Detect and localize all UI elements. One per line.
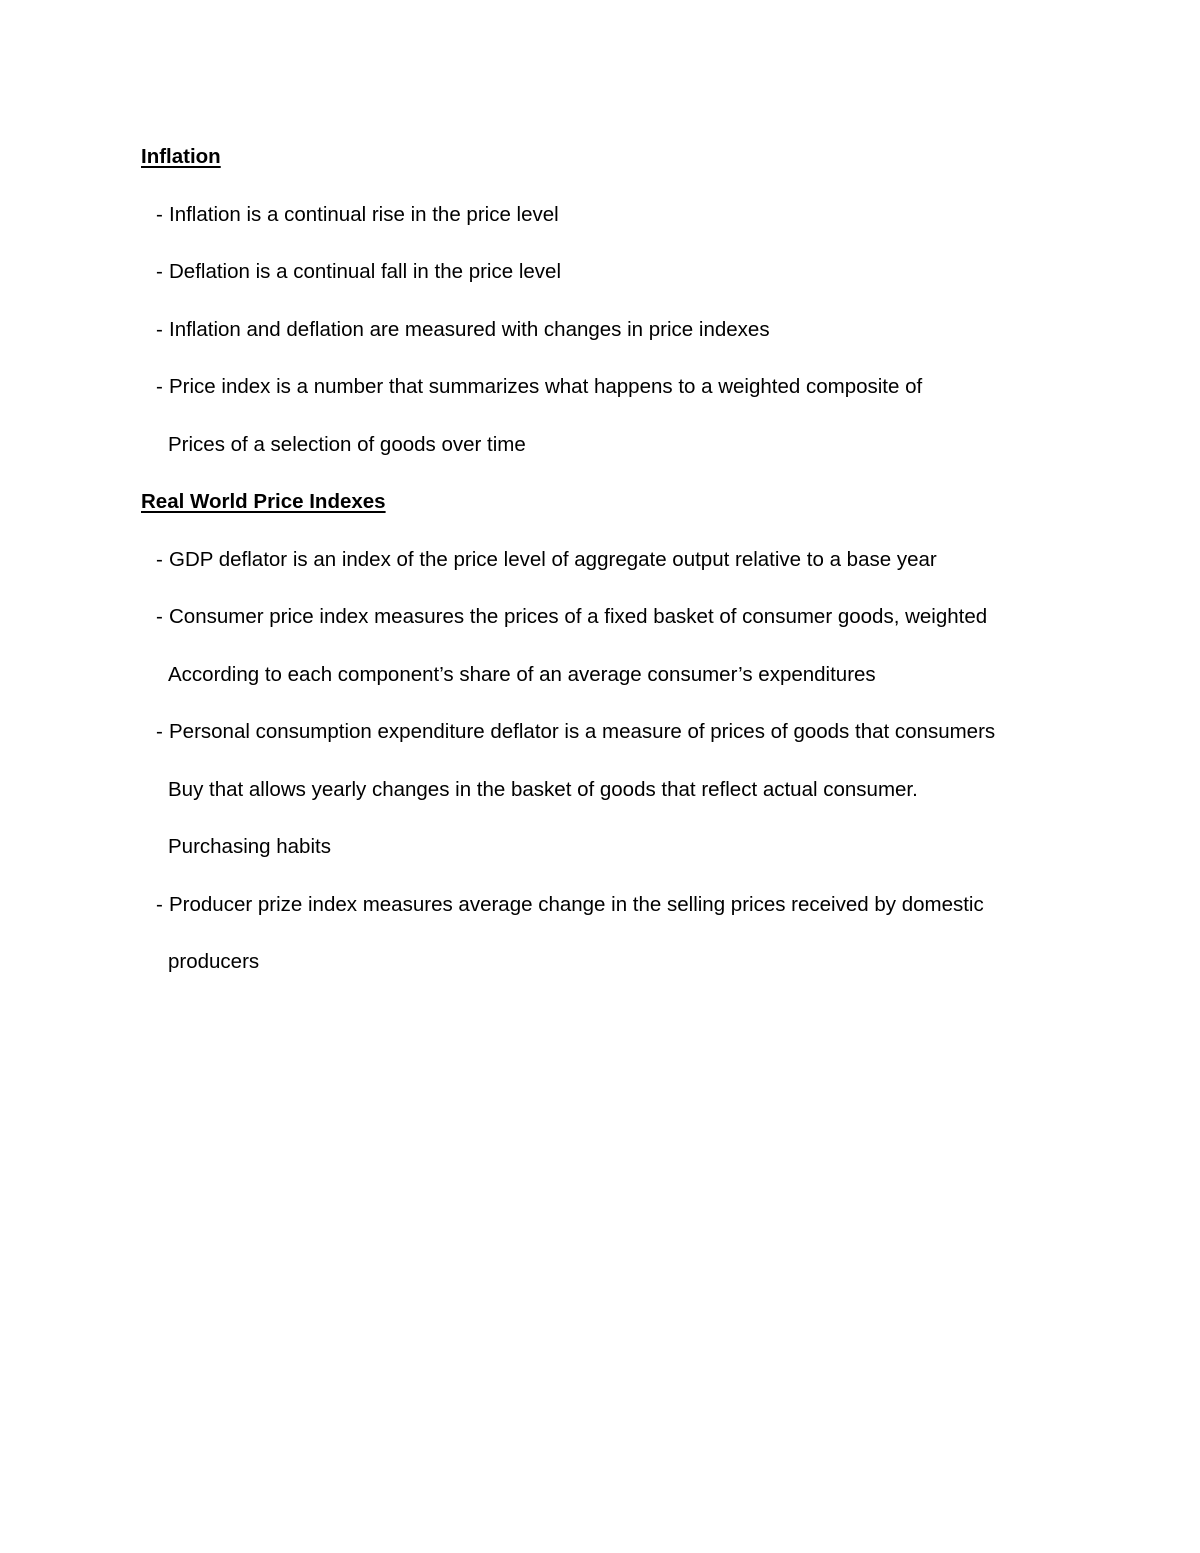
bullet-dash: -	[156, 260, 163, 283]
bullet-item	[141, 312, 1101, 370]
continuation-line	[141, 829, 1101, 887]
bullet-item	[141, 542, 1101, 600]
continuation-text: producers	[168, 950, 260, 973]
continuation-line	[141, 944, 1101, 1002]
section-inflation-heading-row	[141, 139, 1101, 197]
bullet-dash: -	[156, 202, 163, 226]
section-heading: Real World Price Indexes	[141, 490, 386, 513]
bullet-text: Price index is a number that summarizes what happens to a weighted composite of	[169, 375, 923, 398]
bullet-item	[141, 599, 1101, 657]
continuation-line	[141, 427, 1101, 485]
continuation-line	[141, 772, 1101, 830]
bullet-text: Producer prize index measures average change in the selling prices received by domestic	[169, 892, 984, 916]
continuation-text: According to each component’s share of an average consumer’s expenditures	[168, 662, 876, 686]
bullet-dash: -	[156, 605, 163, 628]
bullet-text: Inflation and deflation are measured with changes in price indexes	[169, 317, 770, 341]
bullet-text: GDP deflator is an index of the price level of aggregate output relative to a base year	[169, 547, 937, 571]
document-body	[141, 139, 1101, 1002]
bullet-item	[141, 714, 1101, 772]
bullet-text: Personal consumption expenditure deflator is a measure of prices of goods that consumers	[169, 720, 996, 743]
section-heading: Inflation	[141, 145, 221, 168]
bullet-item	[141, 369, 1101, 427]
bullet-item	[141, 254, 1101, 312]
bullet-item	[141, 197, 1101, 255]
bullet-item	[141, 887, 1101, 945]
continuation-text: Prices of a selection of goods over time	[168, 432, 526, 456]
bullet-text: Deflation is a continual fall in the price level	[169, 260, 561, 283]
bullet-text: Consumer price index measures the prices of a fixed basket of consumer goods, weighted	[169, 605, 988, 628]
bullet-dash: -	[156, 892, 163, 916]
bullet-dash: -	[156, 720, 163, 743]
bullet-text: Inflation is a continual rise in the price level	[169, 202, 559, 226]
bullet-dash: -	[156, 317, 163, 341]
bullet-dash: -	[156, 375, 163, 398]
continuation-text: Purchasing habits	[168, 835, 331, 858]
continuation-text: Buy that allows yearly changes in the basket of goods that reflect actual consumer.	[168, 777, 918, 801]
bullet-dash: -	[156, 547, 163, 571]
continuation-line	[141, 657, 1101, 715]
section-price-indexes-heading-row	[141, 484, 1101, 542]
